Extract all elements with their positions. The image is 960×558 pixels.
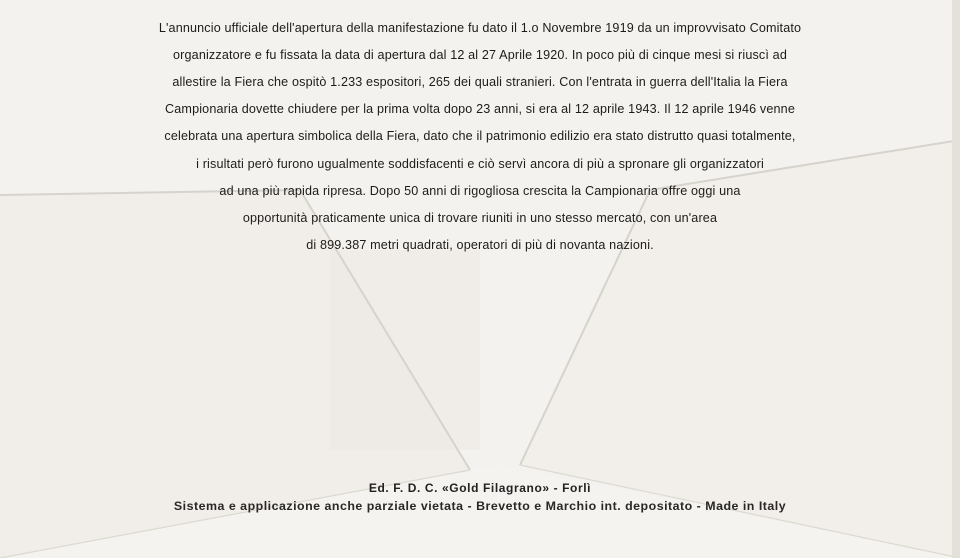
paragraph-line: i risultati però furono ugualmente soddisfacenti e ciò servì ancora di più a spronare gli organizzatori bbox=[196, 156, 764, 171]
paragraph-line: allestire la Fiera che ospitò 1.233 espositori, 265 dei quali stranieri. Con l'entrata in guerra dell'Italia la Fiera bbox=[172, 74, 788, 89]
paragraph-line: ad una più rapida ripresa. Dopo 50 anni di rigogliosa crescita la Campionaria offre oggi una bbox=[219, 183, 741, 198]
fair-history-paragraph bbox=[100, 8, 860, 253]
patent-notice: Sistema e applicazione anche parziale vietata - Brevetto e Marchio int. depositato - Made in Italy bbox=[173, 499, 787, 513]
paragraph-line: organizzatore e fu fissata la data di apertura dal 12 al 27 Aprile 1920. In poco più di cinque mesi si riuscì ad bbox=[173, 47, 787, 62]
paragraph-line: opportunità praticamente unica di trovare riuniti in uno stesso mercato, con un'area bbox=[242, 210, 718, 225]
paragraph-line: L'annuncio ufficiale dell'apertura della manifestazione fu dato il 1.o Novembre 1919 da un improvvisato Comitato bbox=[158, 20, 802, 35]
publisher-footer bbox=[0, 480, 960, 516]
right-edge-shade bbox=[952, 0, 960, 558]
paragraph-line: Campionaria dovette chiudere per la prima volta dopo 23 anni, si era al 12 aprile 1943. Il 12 aprile 1946 venne bbox=[165, 102, 795, 117]
ghost-stamp-shadow bbox=[330, 250, 480, 450]
paragraph-line: di 899.387 metri quadrati, operatori di più di novanta nazioni. bbox=[306, 238, 654, 253]
publisher-line: Ed. F. D. C. «Gold Filagrano» - Forlì bbox=[368, 481, 592, 495]
paragraph-line: celebrata una apertura simbolica della Fiera, dato che il patrimonio edilizio era stato distrutto quasi totalmente, bbox=[164, 129, 796, 144]
